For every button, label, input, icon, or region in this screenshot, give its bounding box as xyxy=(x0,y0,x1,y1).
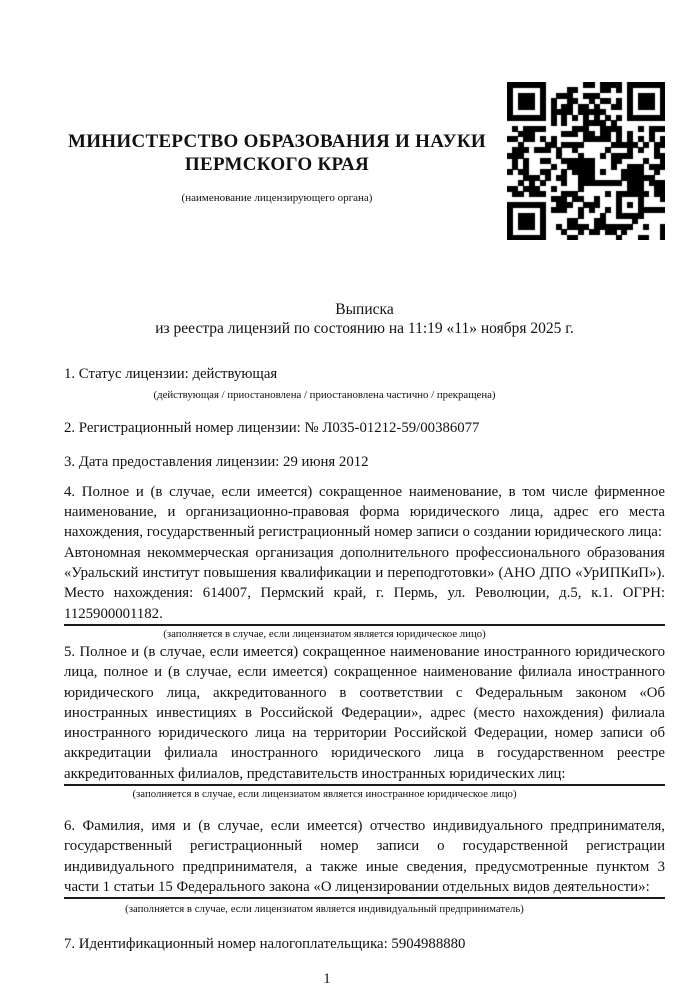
item-4-value: Автономная некоммерческая организация дополнительного профессионального образования «Уральский институт повышения квалификации и переподготовки» (АНО ДПО «УрИПКиП»). Место нахождения: 614007, Пермский край, г. Пермь, ул. Революции, д.5, к.1. ОГРН: 1125900001182. xyxy=(64,544,665,622)
qr-code-canvas xyxy=(507,82,665,240)
qr-code-icon xyxy=(507,82,665,240)
item-1-license-status: 1. Статус лицензии: действующая xyxy=(64,366,278,382)
page-number: 1 xyxy=(323,970,331,987)
document-title-line2: из реестра лицензий по состоянию на 11:19 «11» ноября 2025 г. xyxy=(155,319,574,337)
item-5-label: 5. Полное и (в случае, если имеется) сокращенное наименование иностранного юридического лица, полное и (в случае, если имеется) сокращенное наименование филиала иностранного юридического лица, аккредитованного в соответствии с Федеральным законом «Об иностранных инвестициях в Российской Федерации», адрес (место нахождения) филиала иностранного юридического лица на территории Российской Федерации, номер записи об аккредитации филиала иностранного юридического лица в государственном реестре аккредитованных филиалов, представительств иностранных юридических лиц: xyxy=(64,643,665,782)
item-6-label: 6. Фамилия, имя и (в случае, если имеется) отчество индивидуального предпринимателя, государственный регистрационный номер записи о государственной регистрации индивидуального предпринимателя, а также иные сведения, предусмотренные пунктом 3 части 1 статьи 15 Федерального закона «О лицензировании отдельных видов деятельности»: xyxy=(64,818,665,895)
licensing-authority-block xyxy=(64,82,490,205)
item-4-caption: (заполняется в случае, если лицензиатом является юридическое лицо) xyxy=(163,627,486,640)
item-7-taxpayer-number: 7. Идентификационный номер налогоплательщика: 5904988880 xyxy=(64,936,466,953)
item-5-caption: (заполняется в случае, если лицензиатом является иностранное юридическое лицо) xyxy=(132,788,517,801)
item-6-caption: (заполняется в случае, если лицензиатом является индивидуальный предприниматель) xyxy=(125,903,524,916)
ministry-name-line2: ПЕРМСКОГО КРАЯ xyxy=(184,154,370,175)
item-6-individual-entrepreneur xyxy=(64,816,665,899)
ministry-caption: (наименование лицензирующего органа) xyxy=(181,192,373,204)
item-2-registration-number: 2. Регистрационный номер лицензии: № Л035-01212-59/00386077 xyxy=(64,420,480,437)
item-3-license-date: 3. Дата предоставления лицензии: 29 июня 2012 xyxy=(64,453,369,470)
item-4-legal-entity xyxy=(64,482,665,626)
document-title-line1: Выписка xyxy=(335,301,394,318)
item-4-label: 4. Полное и (в случае, если имеется) сокращенное наименование, в том числе фирменное наименование, и организационно-правовая форма юридического лица, адрес его места нахождения, государственный регистрационный номер записи о создании юридического лица: xyxy=(64,483,665,541)
item-1-caption: (действующая / приостановлена / приостановлена частично / прекращена) xyxy=(153,389,496,402)
document-title xyxy=(64,301,665,338)
document-header xyxy=(64,82,665,240)
item-5-foreign-entity xyxy=(64,642,665,786)
ministry-name-line1: МИНИСТЕРСТВО ОБРАЗОВАНИЯ И НАУКИ xyxy=(67,131,487,152)
